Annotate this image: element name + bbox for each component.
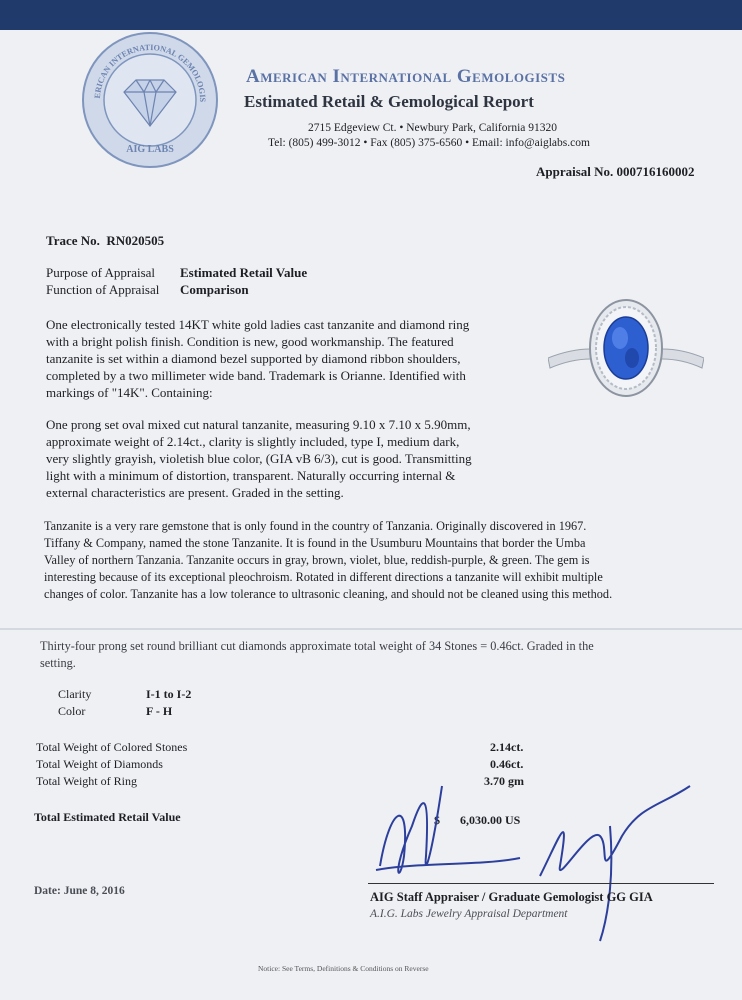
appraisal-number: Appraisal No. 000716160002	[536, 164, 695, 179]
weight-ring-label: Total Weight of Ring	[36, 774, 137, 788]
report-date: Date: June 8, 2016	[34, 885, 125, 897]
signer-department: A.I.G. Labs Jewelry Appraisal Department	[370, 908, 568, 920]
footer-notice: Notice: See Terms, Definitions & Conditions on Reverse	[258, 964, 429, 973]
trace-label: Trace No.	[46, 233, 100, 248]
tanzanite-info: Tanzanite is a very rare gemstone that is only found in the country of Tanzania. Originally discovered in 1967. Tiffany & Company, named the stone Tanzanite. It is found in the Usumburu Mountains that border the Umba Valley of northern Tanzania. Tanzanite occurs in gray, brown, violet, blue, reddish-purple, & green. The gem is interesting because of its exceptional pleochroism. Rotated in different directions a tanzanite will exhibit multiple changes of color. Tanzanite has a low tolerance to ultrasonic cleaning, and should not be cleaned using this method.	[44, 519, 613, 601]
ring-description: One electronically tested 14KT white gold ladies cast tanzanite and diamond ring with a bright polish finish. Condition is new, good workmanship. The featured tanzanite is set within a diamond bezel supported by diamond ribbon shoulders, completed by a two millimeter wide band. Trademark is Orianne. Identified with markings of "14K". Containing:	[46, 317, 470, 400]
weight-colored-value: 2.14ct.	[490, 740, 524, 754]
ring-photo	[548, 296, 704, 404]
tanzanite-details: One prong set oval mixed cut natural tanzanite, measuring 9.10 x 7.10 x 5.90mm, approximate weight of 2.14ct., clarity is slightly included, type I, medium dark, very slightly grayish, violetish blue color, (GIA vB 6/3), cut is good. Transmitting light with a minimum of distortion, transparent. Naturally occurring internal & external characteristics are present. Graded in the setting.	[46, 417, 472, 500]
function-label: Function of Appraisal	[46, 282, 160, 297]
currency-symbol: $	[434, 813, 440, 827]
trace-number	[46, 233, 164, 249]
company-title: American International Gemologists	[246, 66, 566, 87]
diamond-details: Thirty-four prong set round brilliant cut diamonds approximate total weight of 34 Stones = 0.46ct. Graded in the setting.	[40, 639, 594, 670]
purpose-label: Purpose of Appraisal	[46, 265, 156, 280]
clarity-label: Clarity	[58, 687, 92, 701]
total-value-label: Total Estimated Retail Value	[34, 810, 181, 824]
paper-fold-line	[0, 628, 742, 630]
top-edge-band	[0, 0, 742, 30]
color-value: F - H	[146, 704, 173, 718]
seal-center-text: AIG LABS	[126, 144, 174, 155]
function-value: Comparison	[180, 282, 249, 297]
clarity-value: I-1 to I-2	[146, 687, 192, 701]
seal-ring-text: ERICAN INTERNATIONAL GEMOLOGIS	[92, 42, 208, 103]
signer-title: AIG Staff Appraiser / Graduate Gemologist GG GIA	[370, 890, 653, 904]
signature-line	[368, 883, 714, 884]
weight-diamonds-value: 0.46ct.	[490, 757, 524, 771]
color-label: Color	[58, 704, 86, 718]
weight-colored-label: Total Weight of Colored Stones	[36, 740, 188, 754]
company-contact: Tel: (805) 499-3012 • Fax (805) 375-6560 • Email: info@aiglabs.com	[268, 137, 590, 149]
company-address: 2715 Edgeview Ct. • Newbury Park, California 91320	[308, 122, 557, 134]
purpose-value: Estimated Retail Value	[180, 265, 308, 280]
weight-ring-value: 3.70 gm	[484, 774, 524, 788]
total-value-amount: 6,030.00 US	[460, 813, 521, 827]
weight-diamonds-label: Total Weight of Diamonds	[36, 757, 163, 771]
trace-value: RN020505	[106, 233, 165, 248]
aig-seal-logo	[82, 32, 218, 168]
report-subtitle: Estimated Retail & Gemological Report	[244, 92, 534, 111]
